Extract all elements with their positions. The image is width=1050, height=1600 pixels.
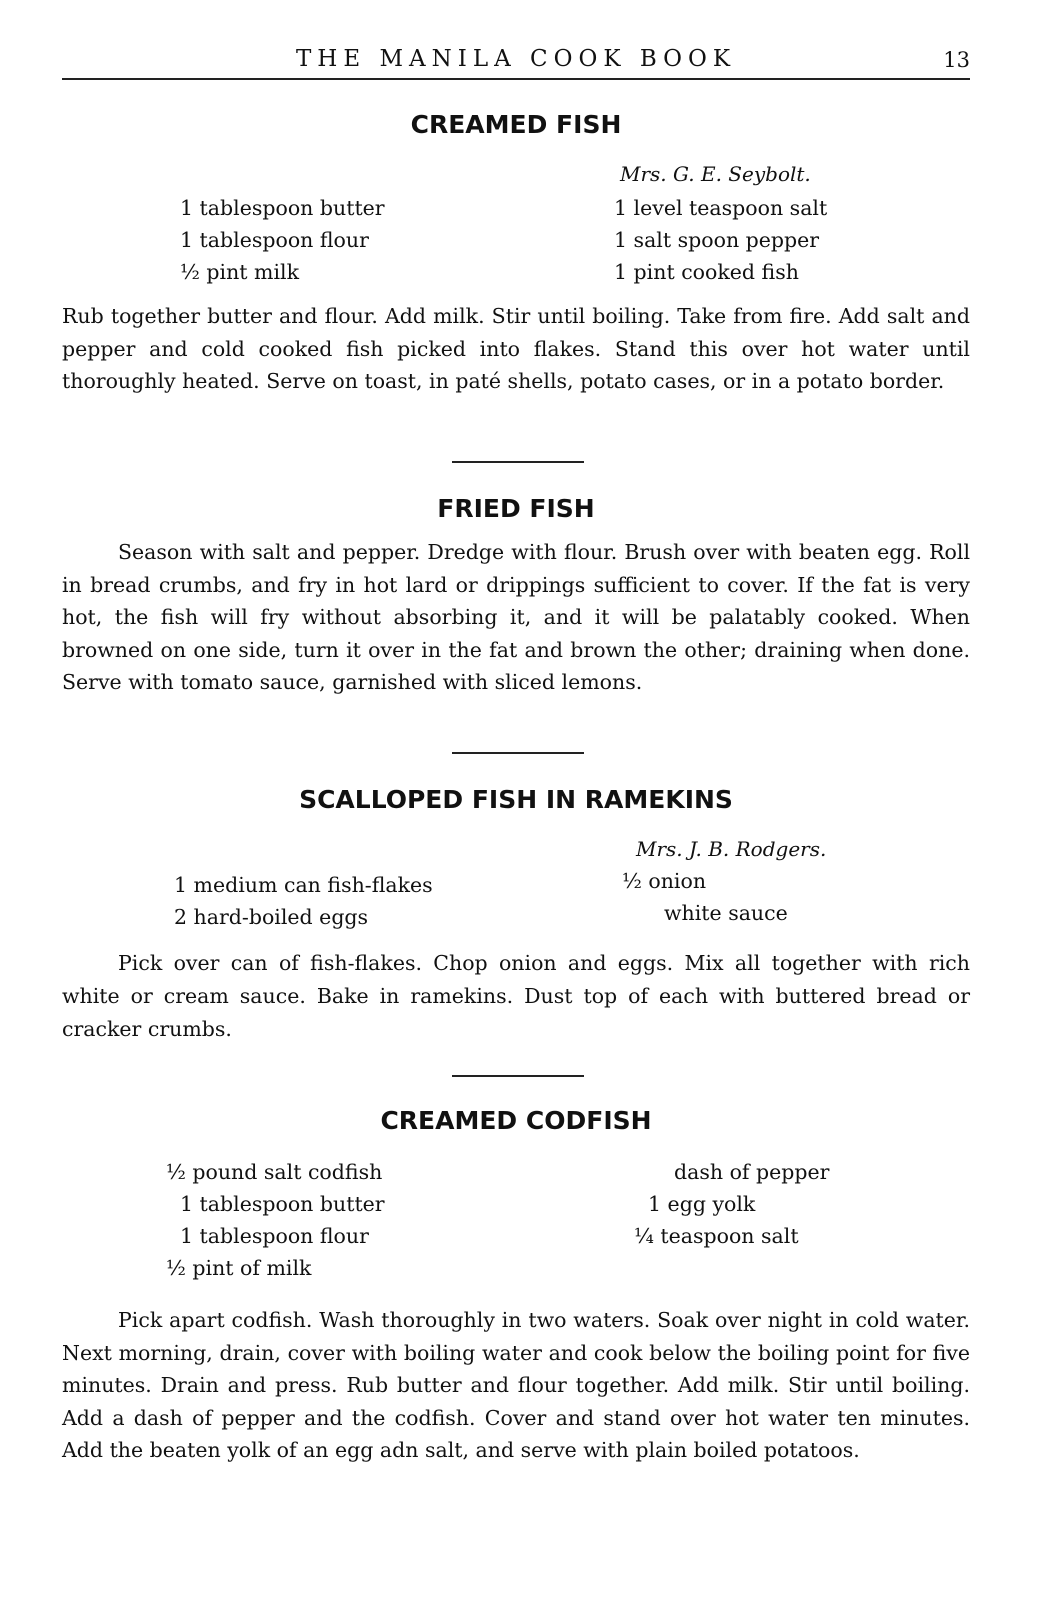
instructions-text: Season with salt and pepper. Dredge with flour. Brush over with beaten egg. Roll in bread crumbs, and fry in hot lard or drippings sufficient to cover. If the fat is very hot, the fish will fry without absorbing it, and it will be palatably cooked. When browned on one side, turn it over in the fat and brown the other; draining when done. Serve with tomato sauce, garnished with sliced lemons. — [62, 540, 970, 694]
recipe-scalloped-fish — [62, 785, 970, 1055]
recipe-instructions — [62, 1304, 970, 1467]
recipe-instructions — [62, 300, 970, 398]
instructions-text: Pick over can of fish-flakes. Chop onion and eggs. Mix all together with rich white or cream sauce. Bake in ramekins. Dust top of each with buttered bread or cracker crumbs. — [62, 951, 970, 1041]
ingredient: white sauce — [664, 901, 788, 925]
recipe-title: FRIED FISH — [437, 494, 595, 523]
ingredient: 2 hard-boiled eggs — [174, 905, 369, 929]
ingredient: ¼ teaspoon salt — [634, 1224, 799, 1248]
section-divider — [452, 461, 584, 463]
recipe-creamed-fish — [62, 110, 970, 430]
ingredients-left — [166, 1156, 385, 1284]
ingredient: ½ onion — [622, 869, 707, 893]
recipe-credit: Mrs. G. E. Seybolt. — [620, 162, 811, 186]
ingredient: 1 salt spoon pepper — [614, 228, 820, 252]
ingredient: 1 egg yolk — [648, 1192, 756, 1216]
ingredients-right — [634, 1156, 829, 1252]
ingredient: ½ pint milk — [180, 260, 299, 284]
ingredient: 1 pint cooked fish — [614, 260, 799, 284]
recipe-credit: Mrs. J. B. Rodgers. — [636, 837, 827, 861]
ingredient: ½ pound salt codfish — [166, 1160, 383, 1184]
ingredient: 1 tablespoon butter — [180, 1192, 385, 1216]
section-divider — [452, 752, 584, 754]
ingredient: dash of pepper — [674, 1160, 830, 1184]
ingredients-right — [614, 192, 827, 288]
running-header — [62, 46, 970, 80]
recipe-title: CREAMED FISH — [410, 110, 622, 139]
ingredients-left — [180, 192, 385, 288]
recipe-fried-fish — [62, 494, 970, 734]
recipe-instructions — [62, 947, 970, 1046]
ingredient: 1 medium can fish-flakes — [174, 873, 433, 897]
instructions-text: Rub together butter and flour. Add milk. Stir until boiling. Take from fire. Add salt and pepper and cold cooked fish picked into flakes. Stand this over hot water until thoroughly heated. Serve on toast, in paté shells, potato cases, or in a potato border. — [62, 304, 970, 393]
ingredients-left — [174, 869, 433, 933]
ingredients-right — [622, 865, 788, 929]
page-number: 13 — [943, 48, 970, 72]
recipe-instructions — [62, 536, 970, 699]
ingredient: 1 tablespoon butter — [180, 196, 385, 220]
recipe-title: CREAMED CODFISH — [380, 1106, 652, 1135]
section-divider — [452, 1075, 584, 1077]
ingredient: 1 tablespoon flour — [180, 228, 369, 252]
book-title: THE MANILA COOK BOOK — [295, 46, 737, 72]
recipe-creamed-codfish — [62, 1106, 970, 1506]
ingredient: 1 level teaspoon salt — [614, 196, 828, 220]
instructions-text: Pick apart codfish. Wash thoroughly in two waters. Soak over night in cold water. Next morning, drain, cover with boiling water and cook below the boiling point for five minutes. Drain and press. Rub butter and flour together. Add milk. Stir until boiling. Add a dash of pepper and the codfish. Cover and stand over hot water ten minutes. Add the beaten yolk of an egg adn salt, and serve with plain boiled potatoos. — [62, 1308, 970, 1462]
ingredient: ½ pint of milk — [166, 1256, 312, 1280]
recipe-title: SCALLOPED FISH IN RAMEKINS — [299, 785, 733, 814]
ingredient: 1 tablespoon flour — [180, 1224, 369, 1248]
